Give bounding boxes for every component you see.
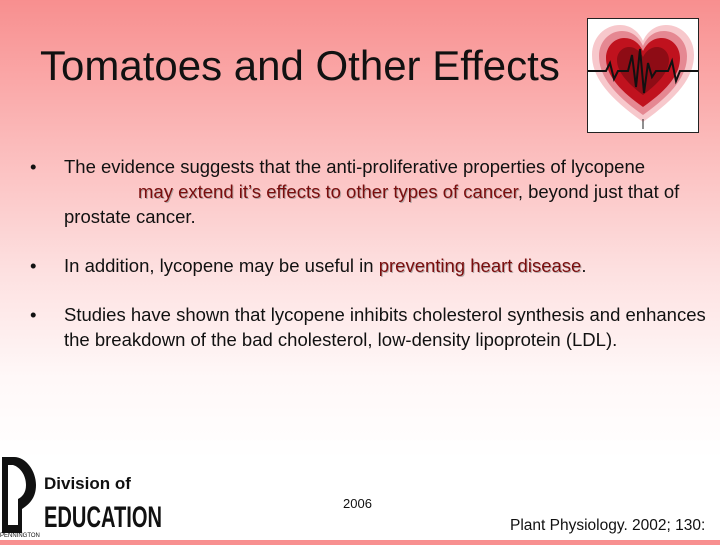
logo-line-1: Division of [44, 474, 131, 493]
bullet-item [30, 302, 710, 352]
year-label: 2006 [343, 496, 372, 511]
bullet-text: Studies have shown that lycopene inhibits cholesterol synthesis and enhances the breakdown of the bad cholesterol, low-density lipoprotein (LDL). [64, 304, 706, 350]
bullet-item [30, 253, 710, 278]
highlighted-phrase: preventing heart disease [378, 255, 582, 276]
division-of-education-logo [0, 455, 172, 540]
bullet-text: In addition, lycopene may be useful in [64, 255, 379, 276]
bullet-text: , beyond just that of prostate cancer. [64, 181, 680, 227]
bullet-text: . [581, 255, 587, 276]
bullet-text: The evidence suggests that the anti-proliferative properties of lycopene [64, 156, 646, 177]
slide-title: Tomatoes and Other Effects [40, 42, 560, 89]
bullet-item [30, 154, 710, 229]
logo-line-2: EDUCATION [44, 501, 162, 534]
bullet-marker: • [30, 156, 37, 177]
heart-ekg-icon [587, 18, 699, 133]
bullet-list [30, 154, 710, 376]
highlighted-phrase: may extend it’s effects to other types of cancer [138, 181, 518, 202]
bullet-marker: • [30, 304, 37, 325]
logo-org: PENNINGTON [0, 533, 40, 539]
citation: Plant Physiology. 2002; 130: [510, 517, 706, 534]
bullet-marker: • [30, 255, 37, 276]
